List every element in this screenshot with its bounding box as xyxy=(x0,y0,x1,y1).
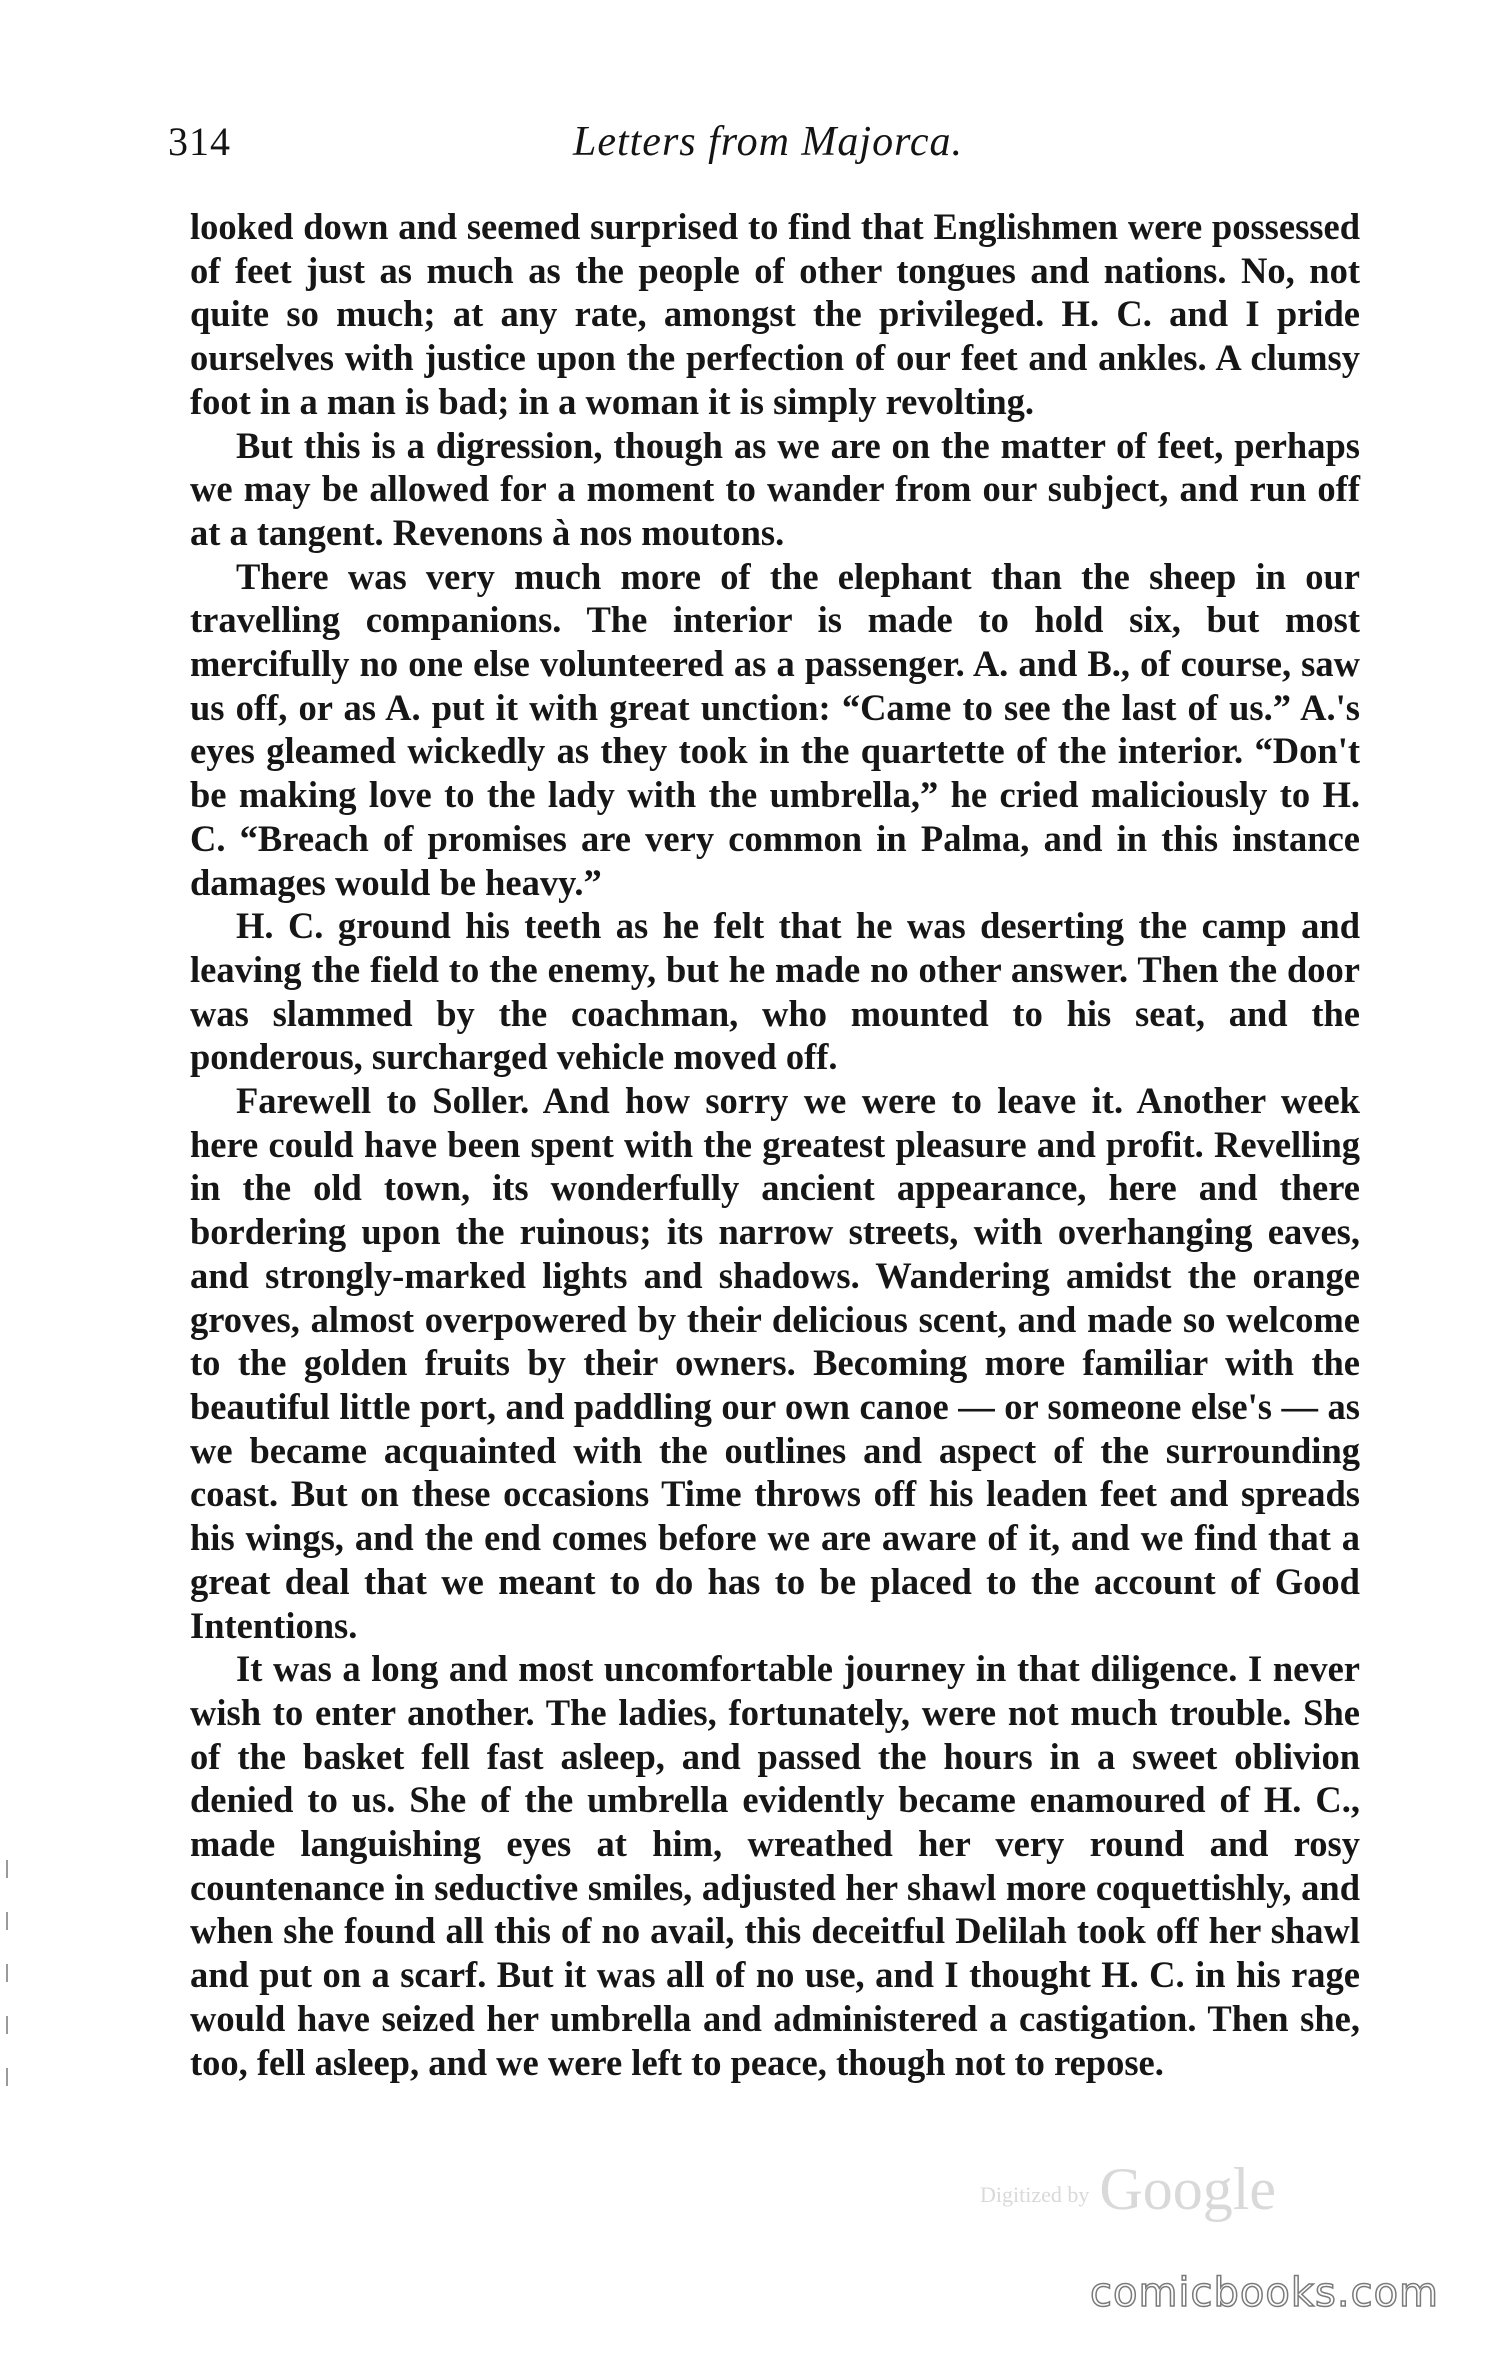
body-text xyxy=(190,205,1360,2084)
scan-mark xyxy=(6,1860,8,1878)
paragraph-3: There was very much more of the elephant than the sheep in our travelling companions. The interior is made to hold six, but most mercifully no one else volunteered as a passenger. A. and B., of course, saw us off, or as A. put it with great unction: “Came to see the last of us.” A.'s eyes gleamed wickedly as they took in the quartette of the interior. “Don't be making love to the lady with the umbrella,” he cried maliciously to H. C. “Breach of promises are very common in Palma, and in this instance damages would be heavy.” xyxy=(190,555,1360,903)
google-logo-text: Google xyxy=(1099,2156,1277,2222)
margin-scan-marks xyxy=(6,1860,12,2140)
paragraph-5: Farewell to Soller. And how sorry we were to leave it. Another week here could have been spent with the greatest pleasure and profit. Revelling in the old town, its wonderfully ancient appearance, here and there bordering upon the ruinous; its narrow streets, with overhanging eaves, and strongly-marked lights and shadows. Wandering amidst the orange groves, almost overpowered by their delicious scent, and made so welcome to the golden fruits by their owners. Becoming more familiar with the beautiful little port, and paddling our own canoe — or someone else's — as we became acquainted with the outlines and aspect of the surrounding coast. But on these occasions Time throws off his leaden feet and spreads his wings, and the end comes before we are aware of it, and we find that a great deal that we meant to do has to be placed to the account of Good Intentions. xyxy=(190,1080,1360,1646)
scan-mark xyxy=(6,2068,8,2086)
paragraph-1: looked down and seemed surprised to find that Englishmen were possessed of feet just as much as the people of other tongues and nations. No, not quite so much; at any rate, amongst the privileged. H. C. and I pride ourselves with justice upon the perfection of our feet and ankles. A clumsy foot in a man is bad; in a woman it is simply revolting. xyxy=(190,206,1360,422)
site-watermark: comicbooks.com xyxy=(1090,2270,1440,2316)
paragraph-2: But this is a digression, though as we are on the matter of feet, perhaps we may be allowed for a moment to wander from our subject, and run off at a tangent. Revenons à nos moutons. xyxy=(190,424,1360,553)
digitized-by-label: Digitized by xyxy=(980,2182,1090,2208)
paragraph-6: It was a long and most uncomfortable journey in that diligence. I never wish to enter another. The ladies, fortunately, were not much trouble. She of the basket fell fast asleep, and passed the hours in a sweet oblivion denied to us. She of the umbrella evidently became enamoured of H. C., made languishing eyes at him, wreathed her very round and rosy countenance in seductive smiles, adjusted her shawl more coquettishly, and when she found all this of no avail, this deceitful Delilah took off her shawl and put on a scarf. But it was all of no use, and I thought H. C. in his rage would have seized her umbrella and administered a castigation. Then she, too, fell asleep, and we were left to peace, though not to repose. xyxy=(190,1648,1360,2083)
scan-mark xyxy=(6,1912,8,1930)
google-watermark xyxy=(980,2155,1276,2224)
page-number: 314 xyxy=(168,119,231,164)
scan-mark xyxy=(6,2016,8,2034)
running-title: Letters from Majorca. xyxy=(572,119,964,165)
paragraph-4: H. C. ground his teeth as he felt that he was deserting the camp and leaving the field to the enemy, but he made no other answer. Then the door was slammed by the coachman, who mounted to his seat, and the ponderous, surcharged vehicle moved off. xyxy=(190,905,1360,1078)
page-header xyxy=(168,118,1368,178)
scan-mark xyxy=(6,1964,8,1982)
